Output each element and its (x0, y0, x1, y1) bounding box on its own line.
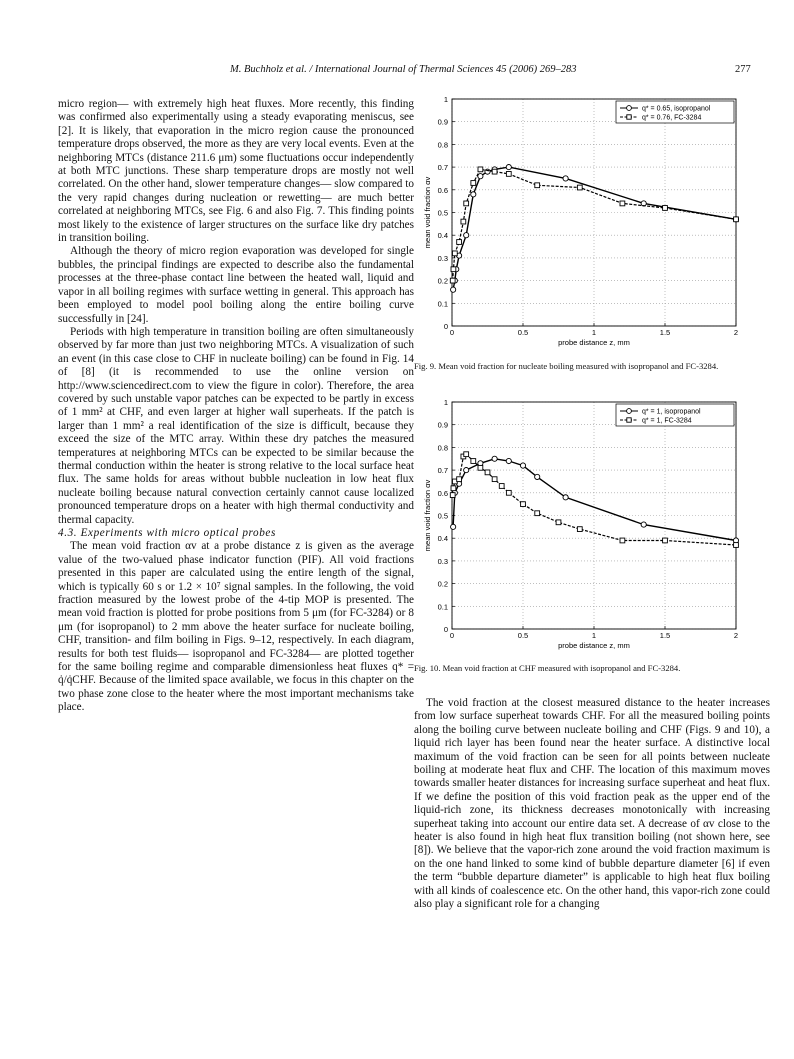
legend-marker (627, 409, 632, 414)
data-point (492, 456, 497, 461)
x-tick-label: 1 (591, 631, 597, 640)
data-point (563, 176, 568, 181)
data-point (471, 181, 476, 186)
left-column (58, 98, 414, 715)
data-point (450, 278, 455, 283)
body-paragraph: micro region— with extremely high heat fluxes. More recently, this finding was confirmed also experimentally using a steady evaporating meniscus, see [2]. It is likely, that evaporation in the micro region cause the pronounced temperature drops observed, the more as they are very local events. Even at the neighboring MTCs (distance 211.6 μm) some fluctuations occur independently at both MTC junctions. These sharp temperature drops are mostly not well correlated. On the other hand, slower temperature changes— slow compared to the very rapid changes during nucleation or rewetting— are much better correlated at neighboring MTCs, see Fig. 6 and also Fig. 7. This finding points most likely to the existence of larger structures on the surface like dry patches in transition boiling. (58, 98, 414, 245)
y-axis-label: mean void fraction αv (423, 176, 432, 249)
y-tick-label: 0.9 (437, 420, 448, 430)
data-point (464, 468, 469, 473)
body-paragraph: Periods with high temperature in transition boiling are often simultaneously observed by far more than just two neighboring MTCs. A visualization of such an event (in this case close to CHF in nucleate boiling) can be found in Fig. 14 of [8] (it is recommended to use the online version on http://www.sciencedirect.com to view the figure in color). Therefore, the area covered by such unstable vapor patches can be expected to be partly in excess of 1 mm² at CHF, and even larger at higher wall superheats. If the patch is larger than 1 mm² a real identification of the size is difficult, because they exceed the size of the MTC array. Within these dry patches the measured temperatures at neighboring MTCs can be expected to be similar because the thermal conduction within the heater is strong relative to the local surface heat flux. The same holds for areas without bubble nucleation in low heat flux nucleate boiling because natural convection certainly cannot cause localized pronounced temperature drops on a heater with high thermal conductivity and thermal capacity. (58, 325, 414, 526)
series-line (453, 454, 736, 545)
data-point (535, 474, 540, 479)
data-point (478, 167, 483, 172)
x-tick-label: 1.5 (659, 631, 671, 640)
y-tick-label: 0.4 (437, 231, 448, 241)
data-point (506, 172, 511, 177)
figure-10-caption: Fig. 10. Mean void fraction at CHF measured with isopropanol and FC-3284. (414, 663, 681, 673)
data-point (451, 267, 456, 272)
series-line (453, 169, 736, 280)
data-point (478, 465, 483, 470)
figure-9 (420, 93, 742, 355)
data-point (451, 486, 456, 491)
y-axis-label: mean void fraction αv (423, 479, 432, 552)
y-tick-label: 0 (443, 322, 448, 331)
data-point (457, 240, 462, 245)
data-point (577, 527, 582, 532)
legend-marker (627, 115, 631, 119)
y-tick-label: 0.8 (437, 140, 448, 150)
data-point (471, 192, 476, 197)
y-tick-label: 0.8 (437, 443, 448, 453)
y-tick-label: 0.6 (437, 488, 448, 498)
y-tick-label: 0.1 (437, 299, 448, 309)
legend-marker (627, 106, 632, 111)
y-tick-label: 0.4 (437, 534, 448, 544)
data-point (506, 490, 511, 495)
figure-9-caption: Fig. 9. Mean void fraction for nucleate boiling measured with isopropanol and FC-3284. (414, 361, 719, 371)
data-point (485, 169, 490, 174)
data-point (478, 174, 483, 179)
data-point (464, 452, 469, 457)
y-tick-label: 0 (443, 625, 448, 634)
series-line (453, 167, 736, 290)
data-point (521, 502, 526, 507)
x-tick-label: 0 (449, 631, 455, 640)
data-point (556, 520, 561, 525)
page-number: 277 (735, 64, 751, 75)
x-tick-label: 0 (449, 328, 455, 337)
running-head: M. Buchholz et al. / International Journal of Thermal Sciences 45 (2006) 269–283 (230, 64, 577, 75)
x-tick-label: 1.5 (659, 328, 671, 337)
x-axis-label: probe distance z, mm (558, 338, 630, 347)
body-paragraph: The mean void fraction αv at a probe distance z is given as the average value of the two-valued phase indicator function (PIF). All void fractions presented in this paper are calculated using the entire length of the signal, which is typically 60 s or 1.2 × 10⁷ signal samples. In the following, the void fraction measured by the lowest probe of the 4-tip MOP is presented. The mean void fraction is plotted for probe positions from 5 μm (for FC-3284) or 8 μm (for isopropanol) to 2 mm above the heater surface for nucleate boiling, CHF, transition- and film boiling in Figs. 9–12, respectively. In each diagram, results for both test fluids— isopropanol and FC-3284— are plotted together for the same boiling regime and comparable dimensionless heat fluxes q* = q̇/q̇CHF. Because of the limited space available, we focus in this chapter on the two phase zone close to the heater where the most important mechanisms take place. (58, 540, 414, 714)
figure-9-chart (420, 93, 742, 355)
data-point (499, 484, 504, 489)
running-header (0, 64, 794, 78)
data-point (452, 251, 457, 256)
y-tick-label: 0.5 (437, 511, 448, 521)
y-tick-label: 0.7 (437, 163, 448, 173)
data-point (464, 201, 469, 206)
x-axis-label: probe distance z, mm (558, 641, 630, 650)
data-point (451, 287, 456, 292)
data-point (563, 495, 568, 500)
legend-entry: q* = 1, FC-3284 (642, 417, 692, 425)
data-point (641, 522, 646, 527)
data-point (450, 493, 455, 498)
y-tick-label: 0.3 (437, 556, 448, 566)
x-tick-label: 0.5 (517, 328, 529, 337)
data-point (734, 217, 739, 222)
data-point (461, 219, 466, 224)
legend-entry: q* = 0.65, isopropanol (642, 105, 711, 113)
x-tick-label: 2 (733, 328, 739, 337)
data-point (535, 183, 540, 188)
y-tick-label: 1 (443, 95, 448, 104)
data-point (506, 165, 511, 170)
data-point (620, 538, 625, 543)
series-line (453, 459, 736, 541)
x-tick-label: 2 (733, 631, 739, 640)
data-point (577, 185, 582, 190)
x-tick-label: 0.5 (517, 631, 529, 640)
legend-marker (627, 418, 631, 422)
legend-entry: q* = 0.76, FC-3284 (642, 114, 702, 122)
data-point (464, 233, 469, 238)
data-point (663, 538, 668, 543)
y-tick-label: 0.3 (437, 253, 448, 263)
y-tick-label: 0.2 (437, 579, 448, 589)
body-paragraph: Although the theory of micro region evaporation was developed for single bubbles, the principal findings are expected to describe also the fundamental processes at the three-phase contact line between the heated wall, liquid and vapor in all boiling regimes with surface wetting in general. This approach has been employed to model pool boiling along the entire boiling curve successfully in [24]. (58, 245, 414, 325)
data-point (451, 524, 456, 529)
body-paragraph: The void fraction at the closest measured distance to the heater increases from low surface superheat towards CHF. For all the measured boiling points along the boiling curve between nucleate boiling and CHF (Figs. 9 and 10), a liquid rich layer has been found near the heater surface. A distinctive local maximum of the void fraction can be seen for all points between nucleate boiling at moderate heat flux and CHF. The location of this maximum moves towards smaller heater distances for increasing surface superheat and heat flux. If we define the position of this void fraction peak as the upper end of the liquid-rich zone, its thickness decreases monotonically with increasing superheat taking into account our entire data set. A decrease of αv close to the heater is also found in high heat flux transition boiling (not shown here, see [8]). We believe that the vapor-rich zone around the void fraction maximum is on the one hand linked to some kind of bubble departure diameter [6] if even the term “bubble departure diameter” is applicable to high heat flux boiling with all kinds of coalescence etc. On the other hand, this vapor-rich zone could also play a significant role for a changing (414, 697, 770, 911)
y-tick-label: 0.9 (437, 117, 448, 127)
data-point (471, 459, 476, 464)
y-tick-label: 0.1 (437, 602, 448, 612)
data-point (535, 511, 540, 516)
data-point (506, 458, 511, 463)
x-tick-label: 1 (591, 328, 597, 337)
figure-10 (420, 396, 742, 658)
data-point (663, 206, 668, 211)
data-point (734, 543, 739, 548)
y-tick-label: 0.2 (437, 276, 448, 286)
data-point (492, 477, 497, 482)
right-column (414, 697, 770, 912)
data-point (620, 201, 625, 206)
legend-entry: q* = 1, isopropanol (642, 408, 701, 416)
data-point (485, 470, 490, 475)
figure-10-chart (420, 396, 742, 658)
data-point (520, 463, 525, 468)
data-point (492, 169, 497, 174)
y-tick-label: 0.7 (437, 466, 448, 476)
y-tick-label: 1 (443, 398, 448, 407)
section-heading: 4.3. Experiments with micro optical probes (58, 527, 276, 539)
data-point (457, 477, 462, 482)
y-tick-label: 0.6 (437, 185, 448, 195)
y-tick-label: 0.5 (437, 208, 448, 218)
